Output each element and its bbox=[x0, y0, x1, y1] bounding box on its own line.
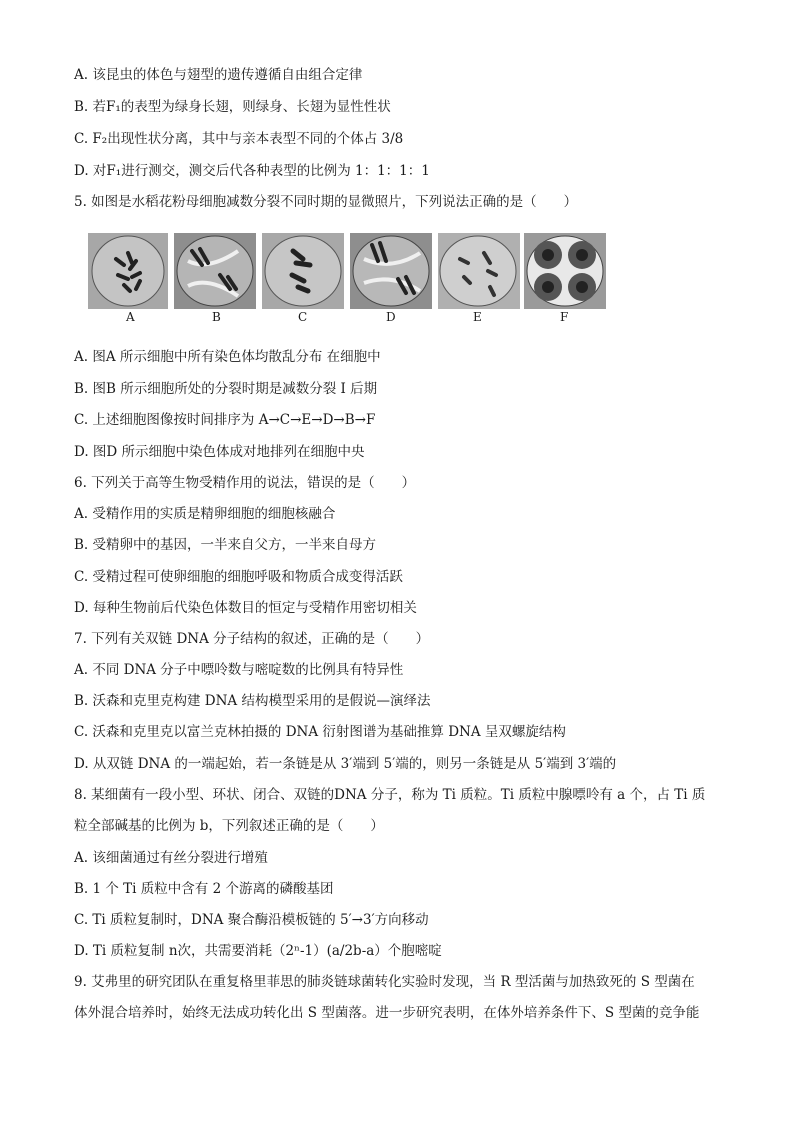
q8-option-a: A. 该细菌通过有丝分裂进行增殖 bbox=[74, 850, 268, 866]
q4-option-d: D. 对F₁进行测交，测交后代各种表型的比例为 1：1：1：1 bbox=[74, 163, 430, 179]
q8-stem-continued: 粒全部碱基的比例为 b，下列叙述正确的是（ ） bbox=[74, 818, 384, 834]
q4-option-b: B. 若F₁的表型为绿身长翅，则绿身、长翅为显性性状 bbox=[74, 99, 391, 115]
q6-option-d: D. 每种生物前后代染色体数目的恒定与受精作用密切相关 bbox=[74, 600, 417, 616]
micrograph-c bbox=[262, 233, 344, 309]
q8-stem: 8. 某细菌有一段小型、环状、闭合、双链的DNA 分子，称为 Ti 质粒。Ti 质粒中腺嘌呤有 a 个，占 Ti 质 bbox=[74, 787, 706, 803]
q9-stem: 9. 艾弗里的研究团队在重复格里菲思的肺炎链球菌转化实验时发现，当 R 型活菌与加热致死的 S 型菌在 bbox=[74, 974, 695, 990]
q5-option-b: B. 图B 所示细胞所处的分裂时期是减数分裂 I 后期 bbox=[74, 381, 378, 397]
micrograph-figure bbox=[88, 231, 608, 311]
q8-option-c: C. Ti 质粒复制时，DNA 聚合酶沿模板链的 5′→3′方向移动 bbox=[74, 912, 429, 928]
q5-stem: 5. 如图是水稻花粉母细胞减数分裂不同时期的显微照片，下列说法正确的是（ ） bbox=[74, 194, 578, 210]
q4-option-a: A. 该昆虫的体色与翅型的遗传遵循自由组合定律 bbox=[74, 67, 363, 83]
q5-option-d: D. 图D 所示细胞中染色体成对地排列在细胞中央 bbox=[74, 444, 365, 460]
q7-option-d: D. 从双链 DNA 的一端起始，若一条链是从 3′端到 5′端的，则另一条链是从 5′端到 3′端的 bbox=[74, 756, 617, 772]
figure-label-a: A bbox=[126, 310, 135, 324]
micrograph-d bbox=[350, 233, 432, 309]
micrograph-strip bbox=[88, 231, 608, 311]
figure-label-e: E bbox=[473, 310, 482, 324]
micrograph-a bbox=[88, 233, 168, 309]
micrograph-e bbox=[438, 233, 520, 309]
q5-option-c: C. 上述细胞图像按时间排序为 A→C→E→D→B→F bbox=[74, 412, 376, 428]
q7-stem: 7. 下列有关双链 DNA 分子结构的叙述，正确的是（ ） bbox=[74, 631, 430, 647]
q7-option-a: A. 不同 DNA 分子中嘌呤数与嘧啶数的比例具有特异性 bbox=[74, 662, 404, 678]
q6-option-c: C. 受精过程可使卵细胞的细胞呼吸和物质合成变得活跃 bbox=[74, 569, 403, 585]
figure-label-c: C bbox=[298, 310, 308, 324]
q7-option-b: B. 沃森和克里克构建 DNA 结构模型采用的是假说—演绎法 bbox=[74, 693, 431, 709]
figure-label-f: F bbox=[560, 310, 569, 324]
q9-stem-continued: 体外混合培养时，始终无法成功转化出 S 型菌落。进一步研究表明，在体外培养条件下、S 型菌的竞争能 bbox=[74, 1005, 700, 1021]
micrograph-b bbox=[174, 233, 256, 309]
q5-option-a: A. 图A 所示细胞中所有染色体均散乱分布 在细胞中 bbox=[74, 349, 381, 365]
micrograph-f bbox=[524, 233, 606, 309]
q6-option-a: A. 受精作用的实质是精卵细胞的细胞核融合 bbox=[74, 506, 336, 522]
q8-option-b: B. 1 个 Ti 质粒中含有 2 个游离的磷酸基团 bbox=[74, 881, 334, 897]
q7-option-c: C. 沃森和克里克以富兰克林拍摄的 DNA 衍射图谱为基础推算 DNA 呈双螺旋结构 bbox=[74, 724, 566, 740]
q8-option-d: D. Ti 质粒复制 n次，共需要消耗（2ⁿ-1）(a/2b-a）个胞嘧啶 bbox=[74, 943, 442, 959]
figure-label-b: B bbox=[212, 310, 221, 324]
q4-option-c: C. F₂出现性状分离，其中与亲本表型不同的个体占 3/8 bbox=[74, 131, 404, 147]
figure-label-d: D bbox=[386, 310, 396, 324]
q6-stem: 6. 下列关于高等生物受精作用的说法，错误的是（ ） bbox=[74, 475, 416, 491]
q6-option-b: B. 受精卵中的基因，一半来自父方，一半来自母方 bbox=[74, 537, 377, 553]
